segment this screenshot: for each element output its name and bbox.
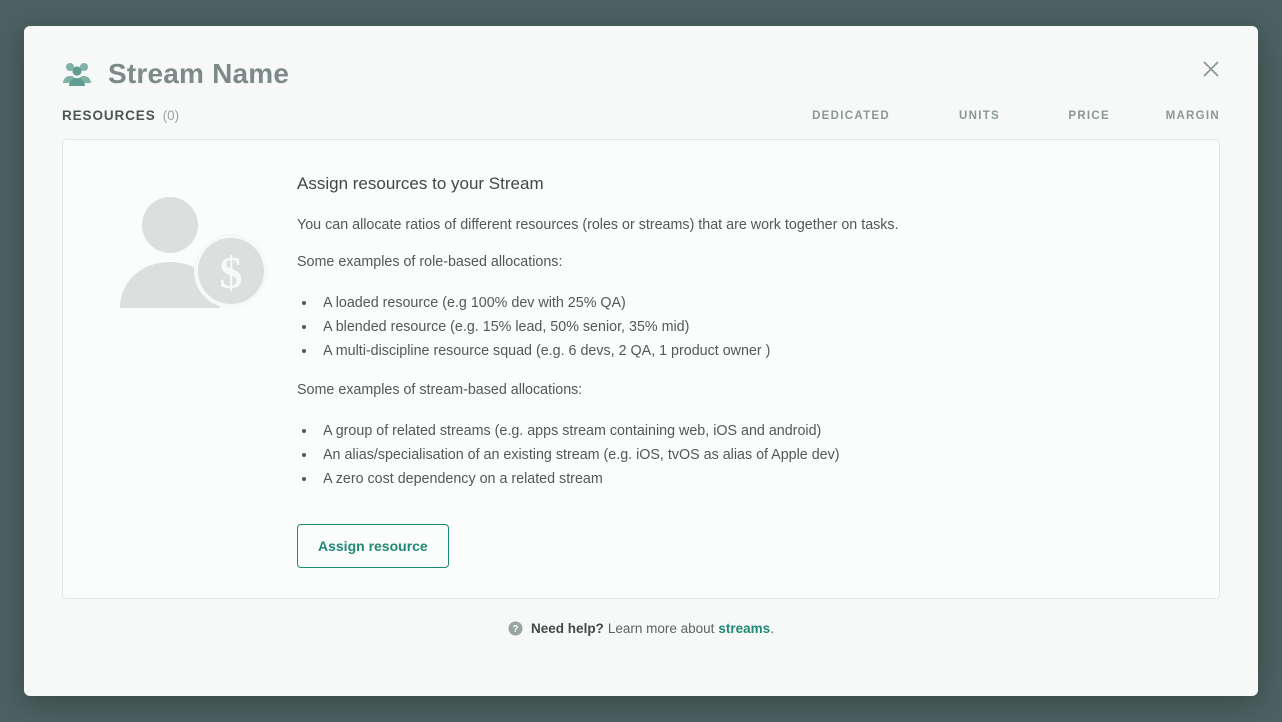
close-icon[interactable] <box>1194 52 1228 86</box>
resources-label: RESOURCES <box>62 108 156 123</box>
column-header-margin: MARGIN <box>1165 109 1220 122</box>
empty-state-content <box>293 168 1189 568</box>
question-mark-icon <box>508 621 523 636</box>
empty-state-intro: You can allocate ratios of different resources (roles or streams) that are work together on tasks. <box>297 217 899 233</box>
empty-state-panel <box>62 139 1220 599</box>
stream-section-label: Some examples of stream-based allocations: <box>297 382 583 399</box>
column-header-units: UNITS <box>959 109 1000 122</box>
assign-resource-button[interactable]: Assign resource <box>297 524 449 568</box>
role-examples-list <box>317 291 1189 364</box>
learn-more-label: Learn more about <box>607 620 715 636</box>
svg-text:?: ? <box>512 623 519 635</box>
list-item: • A blended resource (e.g. 15% lead, 50% senior, 35% mid) <box>317 315 1189 339</box>
column-header-price: PRICE <box>1068 109 1110 122</box>
list-item: • An alias/specialisation of an existing stream (e.g. iOS, tvOS as alias of Apple dev) <box>317 443 1189 467</box>
stream-modal <box>24 26 1258 696</box>
people-group-icon <box>62 61 92 87</box>
list-item: • A multi-discipline resource squad (e.g. 6 devs, 2 QA, 1 product owner ) <box>317 339 1189 363</box>
column-header-dedicated: DEDICATED <box>812 109 890 122</box>
empty-state-heading: Assign resources to your Stream <box>297 174 544 193</box>
role-section-label: Some examples of role-based allocations: <box>297 254 563 271</box>
list-item: • A zero cost dependency on a related stream <box>317 467 1189 491</box>
stream-examples-list <box>317 419 1189 492</box>
page-title: Stream Name <box>108 58 290 89</box>
list-item: • A group of related streams (e.g. apps stream containing web, iOS and android) <box>317 419 1189 443</box>
modal-header <box>24 26 1258 90</box>
svg-text:$: $ <box>219 247 243 298</box>
help-footer <box>24 621 1258 636</box>
resources-count: (0) <box>162 108 180 123</box>
need-help-label: Need help? <box>531 620 604 636</box>
list-item: • A loaded resource (e.g 100% dev with 25% QA) <box>317 291 1189 315</box>
resources-table-header <box>24 90 1258 123</box>
person-with-money-icon <box>93 168 293 568</box>
footer-period: . <box>770 620 774 636</box>
streams-link[interactable]: streams <box>718 620 771 636</box>
